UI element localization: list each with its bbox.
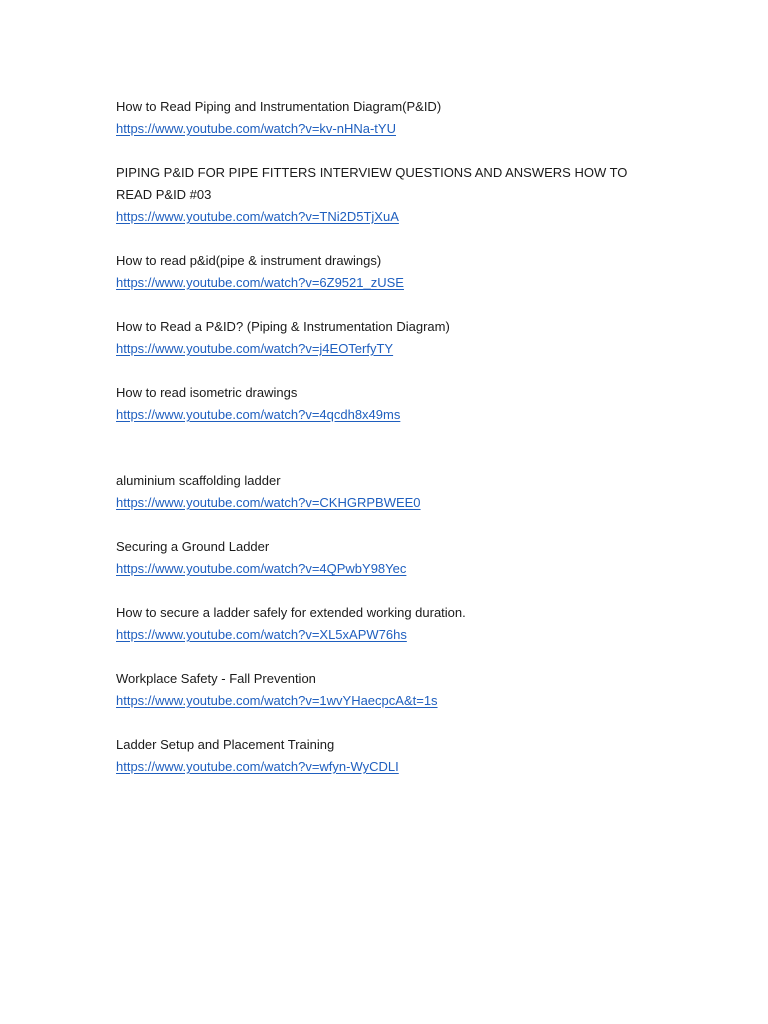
entry-title: How to secure a ladder safely for extended working duration. — [116, 605, 466, 620]
spacer — [116, 140, 636, 162]
entry-title: How to Read a P&ID? (Piping & Instrumentation Diagram) — [116, 319, 450, 334]
youtube-link[interactable]: https://www.youtube.com/watch?v=6Z9521_zUSE — [116, 275, 404, 290]
spacer — [116, 514, 636, 536]
spacer — [116, 228, 636, 250]
entry-title: How to read isometric drawings — [116, 385, 298, 400]
link-list — [116, 96, 636, 778]
entry-title: aluminium scaffolding ladder — [116, 473, 281, 488]
entry-title: How to read p&id(pipe & instrument drawings) — [116, 253, 382, 268]
spacer — [116, 426, 636, 470]
spacer — [116, 360, 636, 382]
list-item — [116, 470, 636, 514]
spacer — [116, 646, 636, 668]
entry-title: How to Read Piping and Instrumentation Diagram(P&ID) — [116, 99, 442, 114]
list-item — [116, 162, 636, 228]
youtube-link[interactable]: https://www.youtube.com/watch?v=4qcdh8x49ms — [116, 407, 401, 422]
list-item — [116, 316, 636, 360]
entry-title: Securing a Ground Ladder — [116, 539, 270, 554]
spacer — [116, 294, 636, 316]
entry-title: Workplace Safety - Fall Prevention — [116, 671, 316, 686]
list-item — [116, 96, 636, 140]
youtube-link[interactable]: https://www.youtube.com/watch?v=XL5xAPW76hs — [116, 627, 407, 642]
list-item — [116, 734, 636, 778]
youtube-link[interactable]: https://www.youtube.com/watch?v=4QPwbY98Yec — [116, 561, 407, 576]
youtube-link[interactable]: https://www.youtube.com/watch?v=TNi2D5TjXuA — [116, 209, 399, 224]
youtube-link[interactable]: https://www.youtube.com/watch?v=j4EOTerfyTY — [116, 341, 394, 356]
list-item — [116, 536, 636, 580]
youtube-link[interactable]: https://www.youtube.com/watch?v=CKHGRPBWEE0 — [116, 495, 421, 510]
youtube-link[interactable]: https://www.youtube.com/watch?v=wfyn-WyCDLI — [116, 759, 399, 774]
youtube-link[interactable]: https://www.youtube.com/watch?v=kv-nHNa-tYU — [116, 121, 396, 136]
list-item — [116, 668, 636, 712]
entry-title: PIPING P&ID FOR PIPE FITTERS INTERVIEW QUESTIONS AND ANSWERS HOW TO READ P&ID #03 — [116, 165, 628, 202]
spacer — [116, 580, 636, 602]
list-item — [116, 250, 636, 294]
list-item — [116, 602, 636, 646]
entry-title: Ladder Setup and Placement Training — [116, 737, 335, 752]
spacer — [116, 712, 636, 734]
youtube-link[interactable]: https://www.youtube.com/watch?v=1wvYHaecpcA&t=1s — [116, 693, 438, 708]
list-item — [116, 382, 636, 426]
